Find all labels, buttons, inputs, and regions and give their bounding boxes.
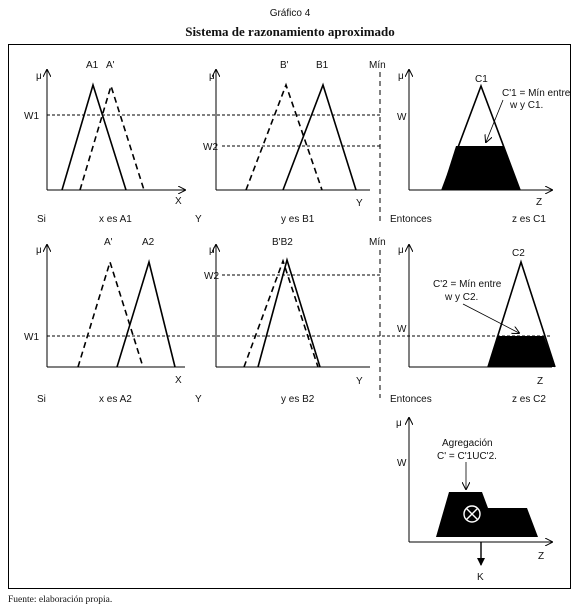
w-label: W: [397, 324, 407, 335]
x-axis-label: X: [175, 375, 182, 386]
y-is-b1-label: y es B1: [281, 214, 315, 225]
mu-label: μ: [398, 71, 404, 82]
z-is-c1-label: z es C1: [512, 214, 546, 225]
w2-label: W2: [203, 142, 218, 153]
set-b-prime-triangle: [244, 261, 318, 367]
aggregation-label: Agregación: [442, 438, 493, 449]
panel-antecedent-x-2: [24, 237, 552, 386]
aggregation-formula: C' = C'1UC'2.: [437, 451, 497, 462]
set-b-prime-label: B': [280, 60, 289, 71]
set-c1-label: C1: [475, 74, 488, 85]
set-b-prime-triangle: [246, 85, 322, 190]
entonces-label: Entonces: [390, 394, 432, 405]
y-is-b2-label: y es B2: [281, 394, 315, 405]
mu-label: μ: [396, 418, 402, 429]
entonces-label: Entonces: [390, 214, 432, 225]
set-a-prime-label: A': [104, 237, 113, 248]
x-axis-label: X: [175, 196, 182, 207]
z-axis-label: Z: [537, 376, 544, 387]
min-label: Mín: [369, 60, 386, 71]
panel-aggregation: [396, 418, 552, 583]
z-axis-label: Z: [536, 197, 543, 208]
note-arrow: [463, 304, 519, 333]
y-axis-label: Y: [356, 198, 363, 209]
x-is-a2-label: x es A2: [99, 394, 132, 405]
set-b1-label: B1: [316, 60, 329, 71]
note-c1-line1: C'1 = Mín entre: [502, 88, 571, 99]
y-label: Y: [195, 214, 202, 225]
note-c2-line2: w y C2.: [445, 292, 479, 303]
source-note: Fuente: elaboración propia.: [8, 595, 113, 605]
si-label: Si: [37, 394, 46, 405]
mu-label: μ: [398, 245, 404, 256]
panel-antecedent-y-2: [204, 237, 380, 387]
mu-label: μ: [209, 71, 215, 82]
set-b2-triangle: [258, 260, 320, 367]
note-c2-line1: C'2 = Mín entre: [433, 279, 502, 290]
mu-label: μ: [36, 71, 42, 82]
figure-title: Sistema de razonamiento aproximado: [185, 24, 395, 39]
panel-antecedent-x-1: [24, 60, 380, 207]
figure-number: Gráfico 4: [269, 8, 311, 19]
z-is-c2-label: z es C2: [512, 394, 546, 405]
si-label: Si: [37, 214, 46, 225]
w2-label: W2: [204, 271, 219, 282]
min-label: Mín: [369, 237, 386, 248]
set-b1-triangle: [283, 85, 356, 190]
y-label: Y: [195, 394, 202, 405]
mu-label: μ: [36, 245, 42, 256]
k-label: K: [477, 572, 484, 583]
note-c1-line2: w y C1.: [510, 100, 544, 111]
set-a-prime-label: A': [106, 60, 115, 71]
w-label: W: [397, 458, 407, 469]
set-a1-label: A1: [86, 60, 99, 71]
clipped-c1-shape: [442, 146, 520, 190]
set-c2-label: C2: [512, 248, 525, 259]
panel-consequent-2: [397, 245, 555, 387]
set-b-prime-b2-label: B'B2: [272, 237, 293, 248]
mu-label: μ: [209, 245, 215, 256]
w1-label: W1: [24, 111, 39, 122]
set-a2-label: A2: [142, 237, 155, 248]
y-axis-label: Y: [356, 376, 363, 387]
clipped-c2-shape: [488, 336, 555, 367]
aggregated-shape: [436, 492, 538, 537]
x-is-a1-label: x es A1: [99, 214, 132, 225]
set-a-prime-triangle: [80, 86, 144, 190]
panel-antecedent-y-1: [203, 60, 380, 209]
w-label: W: [397, 112, 407, 123]
w1-label: W1: [24, 332, 39, 343]
z-axis-label: Z: [538, 551, 545, 562]
panel-consequent-1: [397, 70, 571, 208]
